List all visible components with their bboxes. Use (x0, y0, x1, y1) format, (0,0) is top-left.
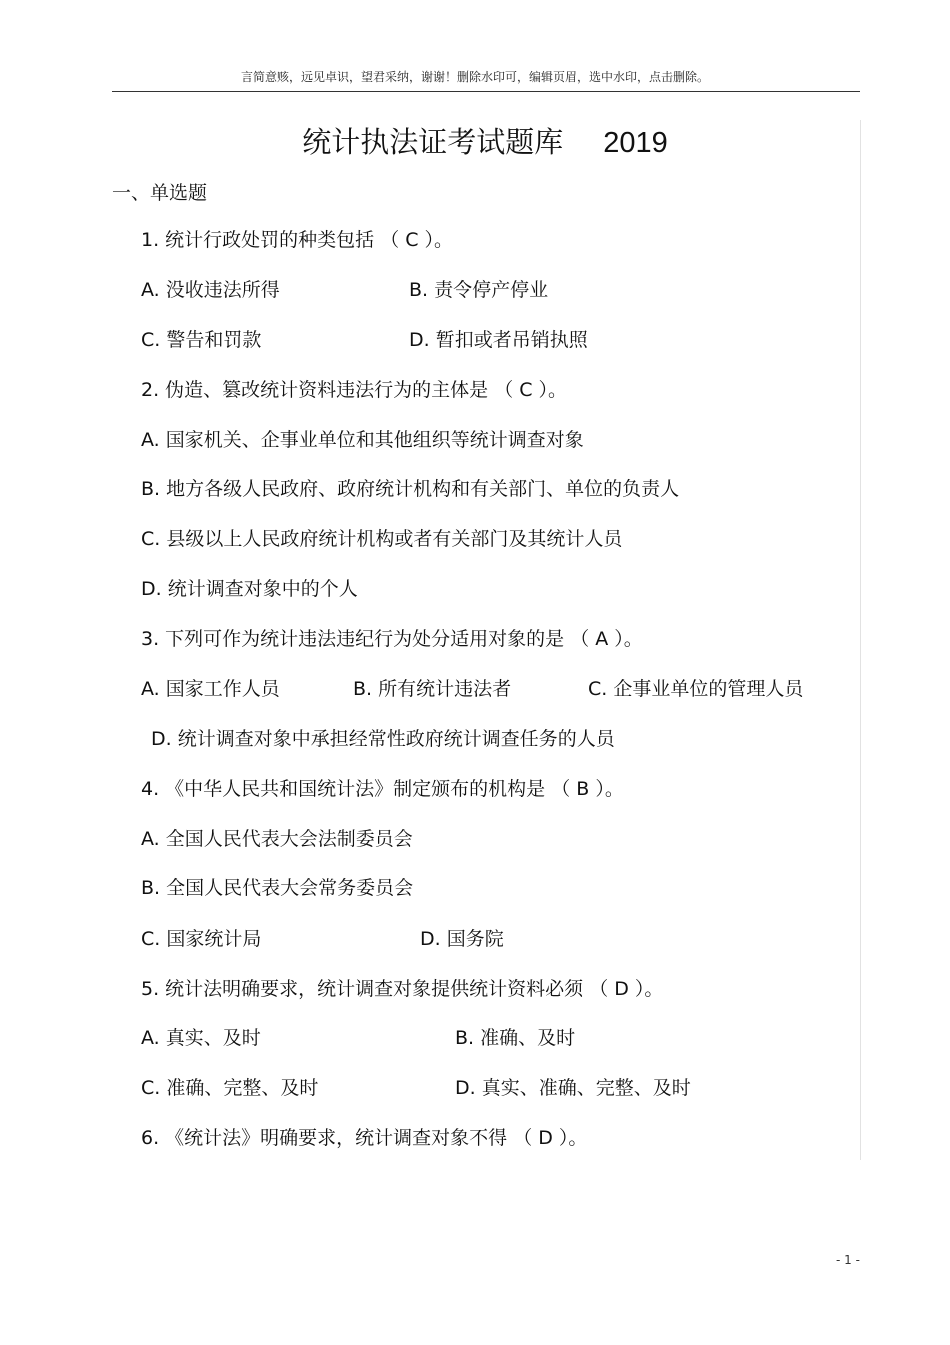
option-b: B. 全国人民代表大会常务委员会 (141, 877, 414, 899)
question-stem: 3. 下列可作为统计违法违纪行为处分适用对象的是 （ A ）。 (141, 628, 643, 650)
options-row (141, 327, 841, 353)
options-row (141, 277, 841, 303)
option-a: A. 国家机关、企事业单位和其他组织等统计调查对象 (141, 429, 584, 451)
option-d: D. 暂扣或者吊销执照 (409, 329, 588, 351)
options-row (141, 1075, 841, 1101)
question-stem: 1. 统计行政处罚的种类包括 （ C ）。 (141, 229, 454, 251)
section-heading: 一、单选题 (112, 182, 208, 204)
option-c: C. 企事业单位的管理人员 (588, 678, 804, 700)
question-stem: 2. 伪造、篡改统计资料违法行为的主体是 （ C ）。 (141, 379, 568, 401)
option-c: C. 准确、完整、及时 (141, 1077, 319, 1099)
options-row (141, 676, 841, 702)
option-b: B. 准确、及时 (455, 1027, 576, 1049)
option-a: A. 全国人民代表大会法制委员会 (141, 828, 413, 850)
header-watermark-note: 言简意赅，远见卓识，望君采纳，谢谢！删除水印可，编辑页眉，选中水印，点击删除。 (240, 70, 709, 84)
right-margin-line (860, 120, 861, 1160)
option-c: C. 国家统计局 (141, 928, 262, 950)
page-number: - 1 - (836, 1253, 860, 1267)
option-b: B. 所有统计违法者 (353, 678, 512, 700)
option-c: C. 警告和罚款 (141, 329, 262, 351)
option-d: D. 统计调查对象中承担经常性政府统计调查任务的人员 (151, 728, 615, 750)
page-title (0, 120, 950, 161)
question-stem: 5. 统计法明确要求，统计调查对象提供统计资料必须 （ D ）。 (141, 978, 664, 1000)
option-d: D. 统计调查对象中的个人 (141, 578, 358, 600)
option-a: A. 国家工作人员 (141, 678, 280, 700)
option-a: A. 没收违法所得 (141, 279, 280, 301)
option-b: B. 责令停产停业 (409, 279, 549, 301)
option-c: C. 县级以上人民政府统计机构或者有关部门及其统计人员 (141, 528, 623, 550)
options-row (141, 926, 841, 952)
option-d: D. 国务院 (420, 928, 504, 950)
option-d: D. 真实、准确、完整、及时 (455, 1077, 691, 1099)
title-text: 统计执法证考试题库 (302, 125, 564, 159)
question-stem: 4. 《中华人民共和国统计法》制定颁布的机构是 （ B ）。 (141, 778, 624, 800)
option-b: B. 地方各级人民政府、政府统计机构和有关部门、单位的负责人 (141, 478, 680, 500)
header-divider (112, 91, 860, 92)
option-a: A. 真实、及时 (141, 1027, 261, 1049)
title-year: 2019 (603, 127, 668, 159)
options-row (141, 1025, 841, 1051)
question-stem: 6. 《统计法》明确要求，统计调查对象不得 （ D ）。 (141, 1127, 588, 1149)
